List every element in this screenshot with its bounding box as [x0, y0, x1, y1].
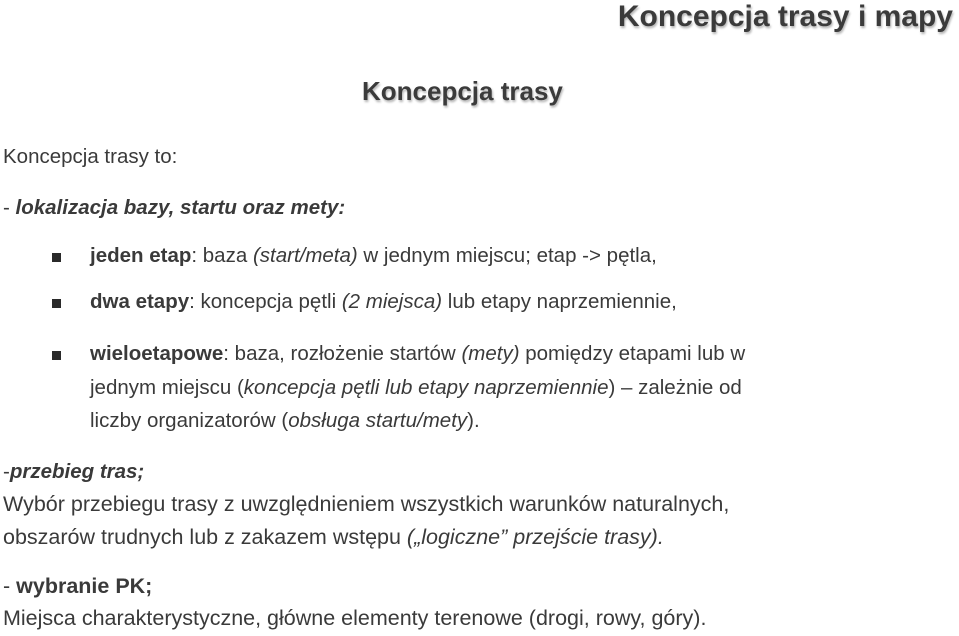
bullet-term: jeden etap: [90, 244, 192, 267]
bullet-text: : baza: [191, 244, 253, 267]
bullet-item-multi-stage-line2: [90, 376, 742, 400]
section-route-italic-text: („logiczne” przejście trasy).: [406, 525, 664, 549]
bullet-square-icon: [52, 299, 61, 308]
bullet-item-two-stages: [90, 290, 677, 314]
intro-label: Koncepcja trasy to:: [3, 145, 178, 168]
section-location-heading: [3, 196, 345, 220]
bullet-italic-text: obsługa startu/mety: [288, 409, 468, 432]
section-checkpoints-prefix: -: [3, 574, 17, 598]
bullet-text: : baza, rozłożenie startów: [223, 342, 462, 365]
bullet-item-one-stage: [90, 244, 657, 268]
bullet-text: liczby organizatorów (: [90, 409, 289, 432]
bullet-item-multi-stage-line3: [90, 409, 480, 433]
intro-text: [3, 145, 177, 169]
bullet-text: lub etapy naprzemiennie,: [442, 290, 677, 313]
bullet-italic-text: koncepcja pętli lub etapy naprzemiennie: [243, 376, 609, 399]
section-route-title: przebieg tras;: [9, 460, 145, 483]
main-title: Koncepcja trasy i mapy: [617, 0, 953, 33]
bullet-italic-text: (start/meta): [252, 244, 358, 267]
section-route-text: obszarów trudnych lub z zakazem wstępu: [3, 525, 407, 549]
section-route-prefix: -: [3, 460, 10, 483]
section-checkpoints-heading: [3, 574, 152, 599]
section-location-title: lokalizacja bazy, startu oraz mety:: [15, 196, 346, 219]
bullet-text: ) – zależnie od: [608, 376, 742, 399]
bullet-italic-text: (2 miejsca): [341, 290, 443, 313]
bullet-square-icon: [52, 253, 61, 262]
bullet-italic-text: (mety): [461, 342, 520, 365]
section-route-line2: [3, 525, 664, 550]
section-checkpoints-title: wybranie PK;: [16, 574, 153, 598]
section-checkpoints-line1: Miejsca charakterystyczne, główne elementy terenowe (drogi, rowy, góry).: [3, 606, 707, 630]
bullet-item-multi-stage: [90, 342, 745, 366]
bullet-term: wieloetapowe: [90, 342, 224, 365]
bullet-text: pomiędzy etapami lub w: [519, 342, 746, 365]
bullet-text: jednym miejscu (: [90, 376, 244, 399]
section-route-line1: Wybór przebiegu trasy z uwzględnieniem wszystkich warunków naturalnych,: [3, 492, 730, 516]
sub-title: Koncepcja trasy: [362, 76, 563, 106]
bullet-text: ).: [467, 409, 480, 432]
section-route-heading: [3, 460, 144, 484]
bullet-text: : koncepcja pętli: [189, 290, 342, 313]
bullet-text: w jednym miejscu; etap -> pętla,: [357, 244, 657, 267]
bullet-term: dwa etapy: [90, 290, 190, 313]
bullet-square-icon: [52, 351, 61, 360]
section-location-prefix: -: [3, 196, 16, 219]
